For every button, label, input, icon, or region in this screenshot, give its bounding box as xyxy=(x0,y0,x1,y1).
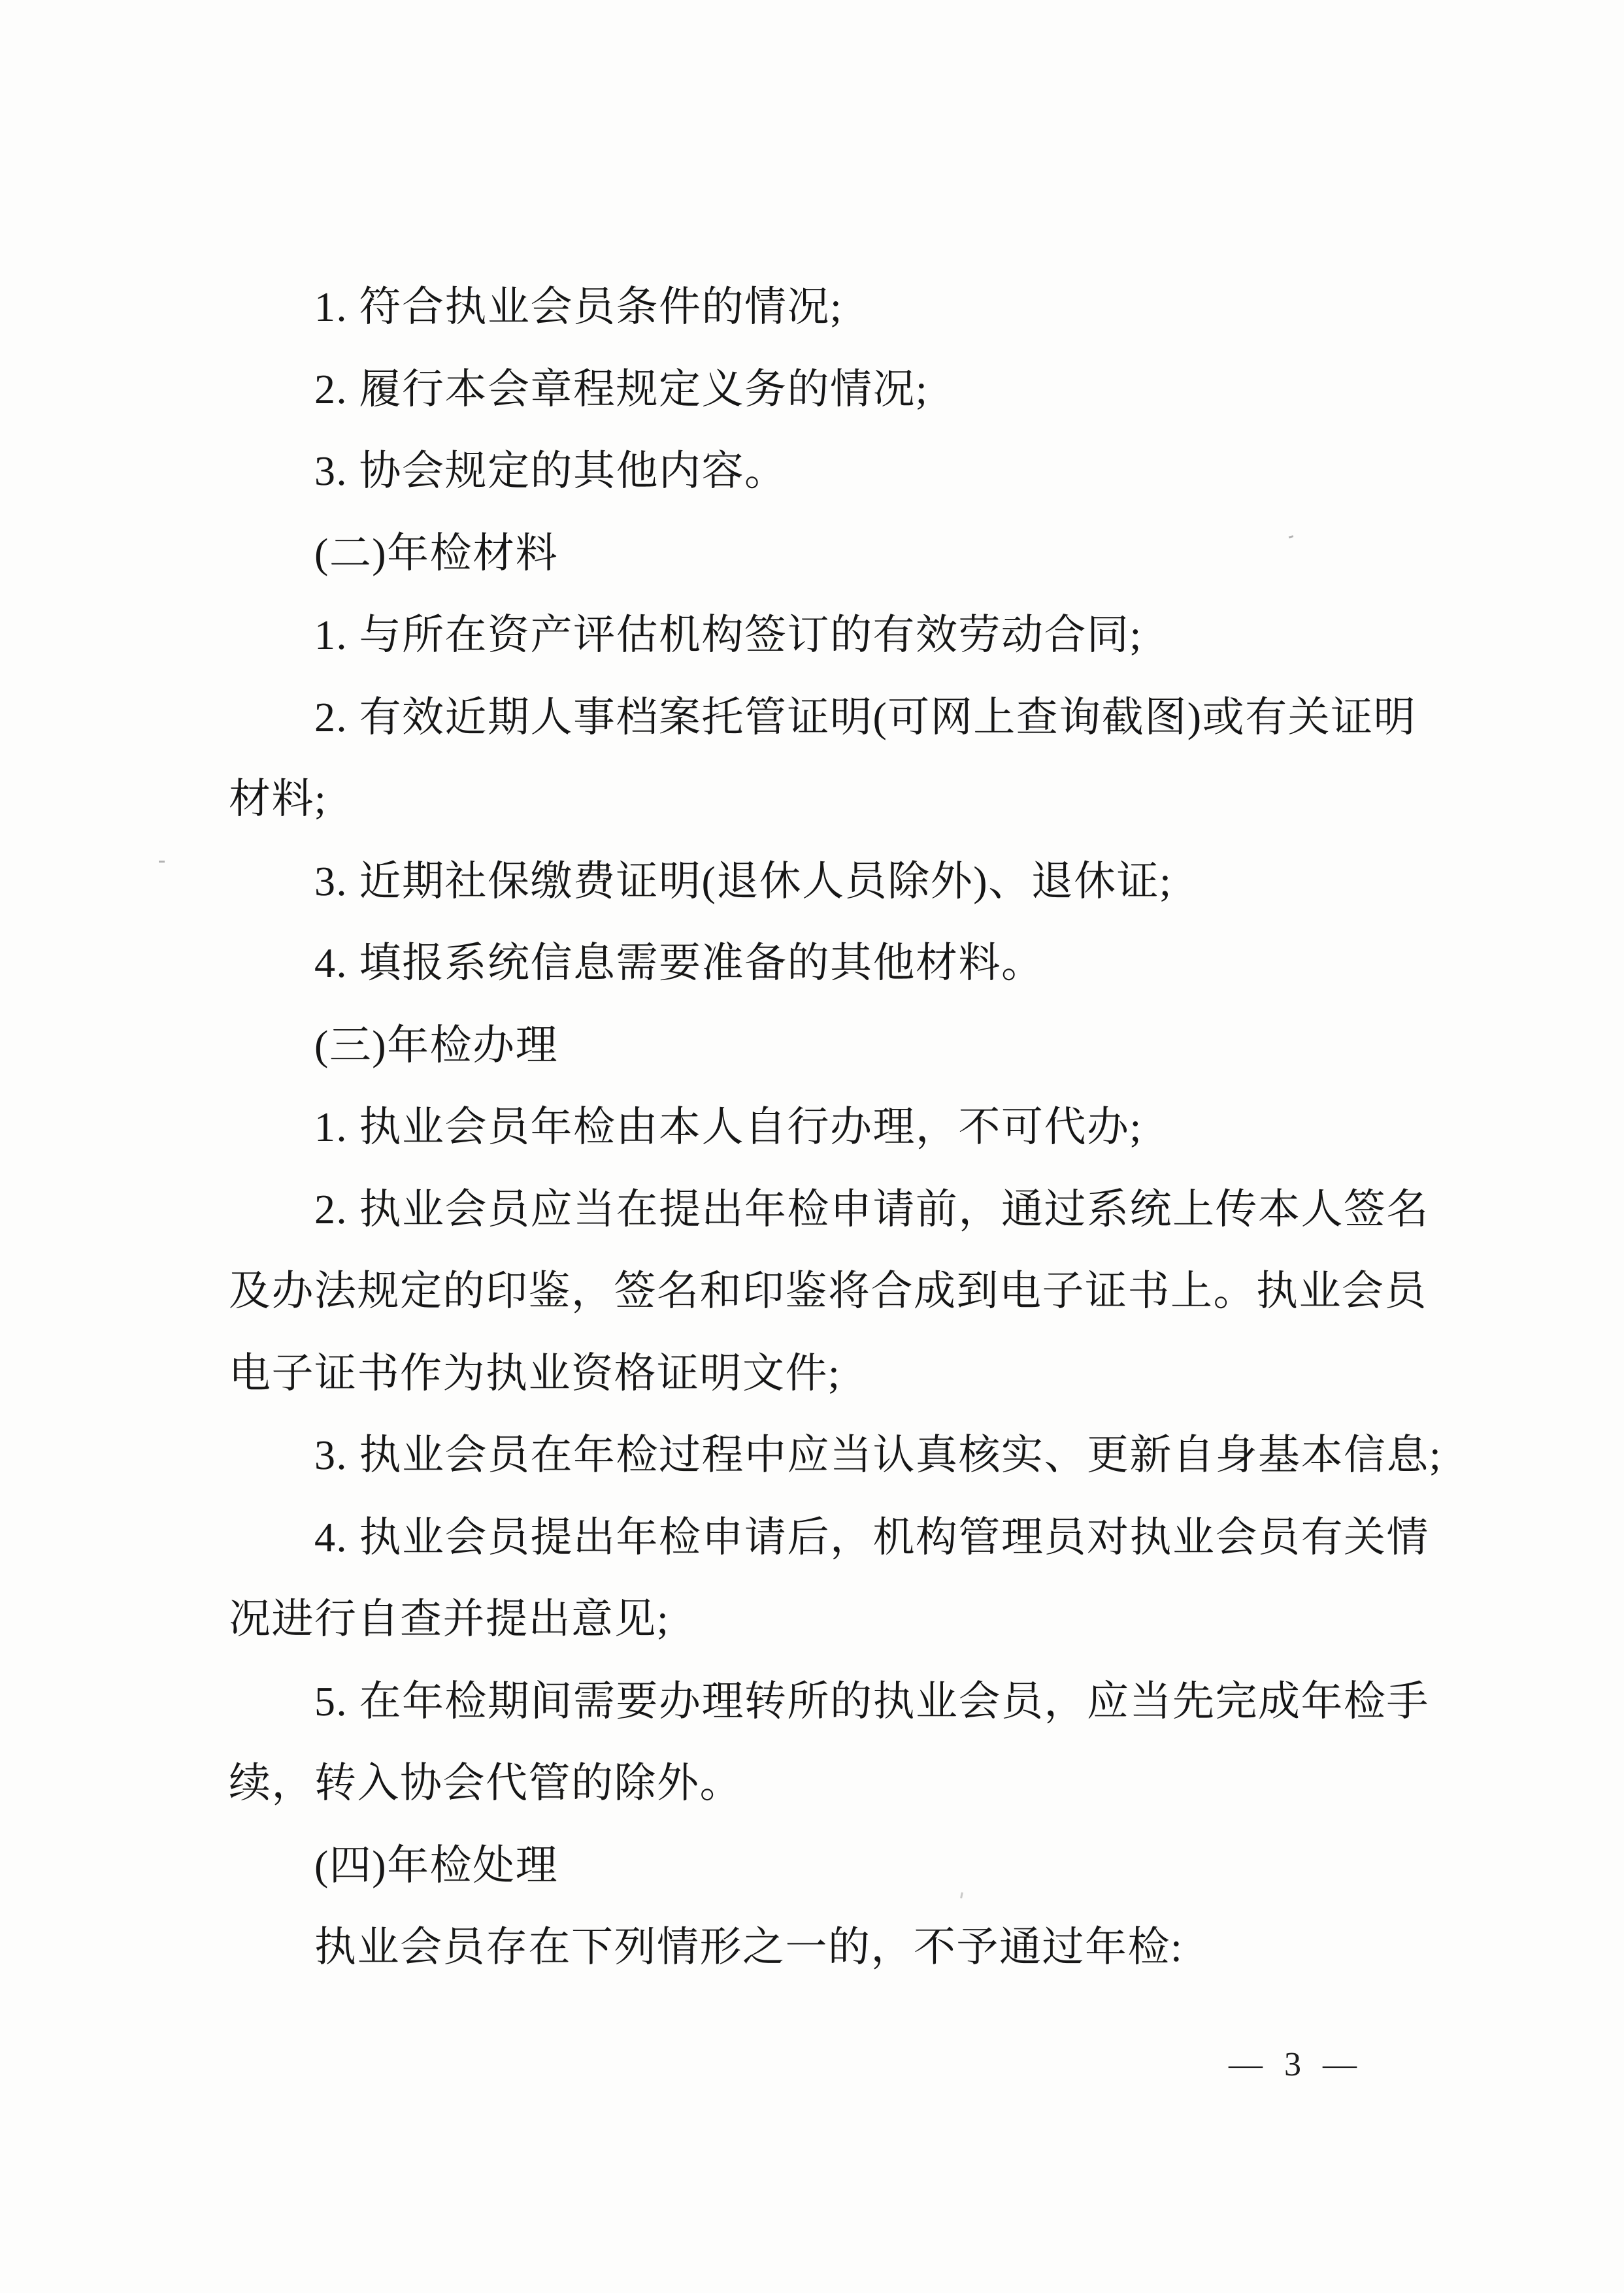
document-line: 况进行自查并提出意见; xyxy=(229,1596,670,1642)
document-line: 1. 符合执业会员条件的情况; xyxy=(314,284,843,330)
document-section-heading: (三)年检办理 xyxy=(314,1021,559,1068)
document-line: 电子证书作为执业资格证明文件; xyxy=(229,1349,841,1396)
document-line: 3. 执业会员在年检过程中应当认真核实、更新自身基本信息; xyxy=(314,1432,1442,1478)
document-line: 1. 执业会员年检由本人自行办理，不可代办; xyxy=(314,1104,1142,1150)
scan-speck xyxy=(159,861,165,863)
document-line: 3. 近期社保缴费证明(退休人员除外)、退休证; xyxy=(314,857,1172,904)
page-number: — 3 — xyxy=(1229,2046,1358,2083)
document-body xyxy=(229,266,1442,1988)
document-line: 2. 履行本会章程规定义务的情况; xyxy=(314,365,929,412)
document-line: 1. 与所在资产评估机构签订的有效劳动合同; xyxy=(314,612,1142,658)
document-line: 执业会员存在下列情形之一的，不予通过年检: xyxy=(314,1924,1184,1970)
document-section-heading: (四)年检处理 xyxy=(314,1841,559,1889)
document-line: 2. 有效近期人事档案托管证明(可网上查询截图)或有关证明 xyxy=(314,693,1417,740)
document-line: 5. 在年检期间需要办理转所的执业会员，应当先完成年检手 xyxy=(314,1677,1429,1724)
document-line: 2. 执业会员应当在提出年检申请前，通过系统上传本人签名 xyxy=(314,1185,1429,1232)
document-line: 3. 协会规定的其他内容。 xyxy=(314,448,787,494)
document-line: 4. 填报系统信息需要准备的其他材料。 xyxy=(314,940,1044,986)
document-line: 及办法规定的印鉴，签名和印鉴将合成到电子证书上。执业会员 xyxy=(229,1268,1427,1314)
document-line: 续，转入协会代管的除外。 xyxy=(229,1760,742,1806)
document-line: 材料; xyxy=(229,776,327,822)
document-line: 4. 执业会员提出年检申请后，机构管理员对执业会员有关情 xyxy=(314,1513,1429,1560)
document-section-heading: (二)年检材料 xyxy=(314,529,559,576)
